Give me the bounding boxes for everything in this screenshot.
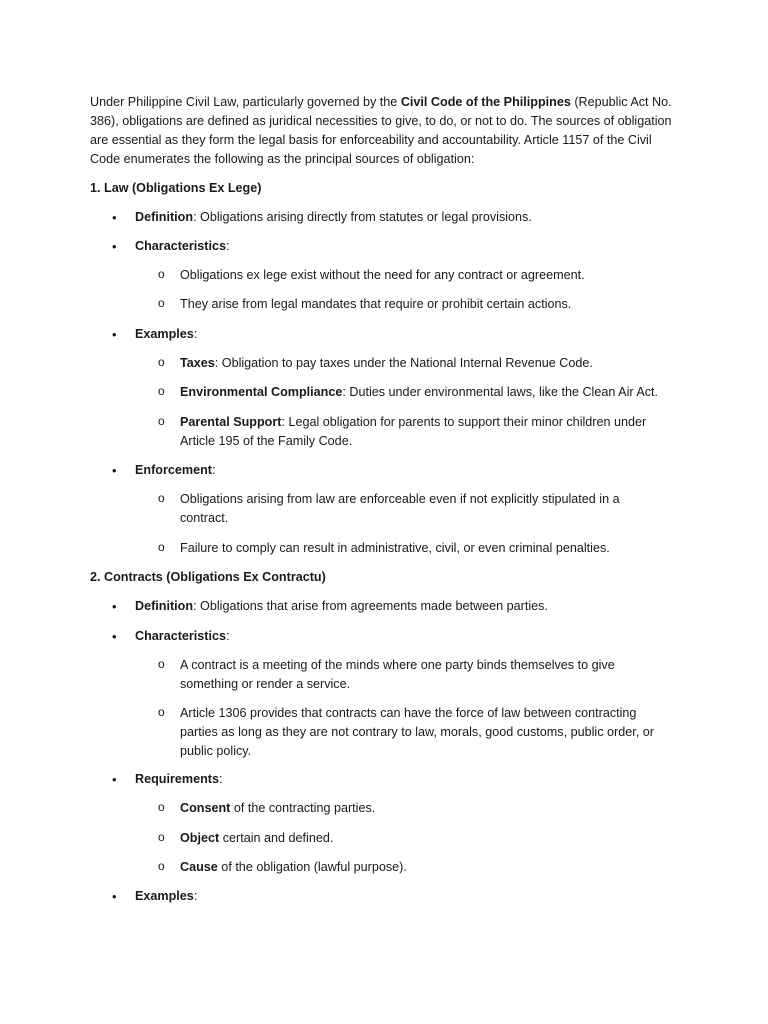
sub-bullet-text bbox=[180, 829, 660, 848]
bullet-body: : Obligations that arise from agreements made between parties. bbox=[193, 599, 548, 613]
sub-bullet-body: : Duties under environmental laws, like the Clean Air Act. bbox=[342, 385, 659, 399]
bullet-colon: : bbox=[211, 463, 216, 477]
bullet-colon: : bbox=[226, 629, 230, 643]
sub-bullet-body-cont: contract. bbox=[180, 511, 229, 525]
sub-bullet-glyph: o bbox=[158, 267, 165, 281]
sub-bullet-body: of the contracting parties. bbox=[230, 801, 376, 815]
bullet-label: Definition bbox=[135, 210, 194, 224]
bullet-glyph: • bbox=[112, 629, 117, 644]
sub-bullet-text bbox=[180, 413, 660, 451]
sub-bullet-label: Object bbox=[180, 831, 220, 845]
bullet-label: Enforcement bbox=[135, 463, 212, 477]
bullet-glyph: • bbox=[112, 239, 117, 254]
sub-bullet-body: : Legal obligation for parents to support their minor children under bbox=[281, 415, 647, 429]
sub-bullet-body: Article 1306 provides that contracts can have the force of law between contracting bbox=[180, 706, 637, 720]
sub-bullet-glyph: o bbox=[158, 540, 165, 554]
sub-bullet-text bbox=[180, 490, 660, 528]
sub-bullet-body-cont: something or render a service. bbox=[180, 677, 351, 691]
sub-bullet-text bbox=[180, 656, 660, 694]
sub-bullet-glyph: o bbox=[158, 491, 165, 505]
intro-text: (Republic Act No. bbox=[570, 95, 672, 109]
sub-bullet-body-cont: Article 195 of the Family Code. bbox=[180, 434, 353, 448]
sub-bullet-body-cont: public policy. bbox=[180, 744, 252, 758]
bullet-text bbox=[135, 461, 215, 480]
bullet-glyph: • bbox=[112, 327, 117, 342]
sub-bullet-body: Obligations arising from law are enforceable even if not explicitly stipulated in a bbox=[180, 492, 620, 506]
section-heading: 1. Law (Obligations Ex Lege) bbox=[90, 181, 262, 195]
sub-bullet-glyph: o bbox=[158, 296, 165, 310]
sub-bullet-text: Failure to comply can result in administrative, civil, or even criminal penalties. bbox=[180, 541, 610, 555]
bullet-text bbox=[135, 597, 548, 616]
sub-bullet-body: of the obligation (lawful purpose). bbox=[217, 860, 407, 874]
sub-bullet-label: Taxes bbox=[180, 356, 215, 370]
bullet-glyph: • bbox=[112, 772, 117, 787]
sub-bullet-glyph: o bbox=[158, 384, 165, 398]
intro-text: Under Philippine Civil Law, particularly governed by the bbox=[90, 95, 401, 109]
sub-bullet-glyph: o bbox=[158, 859, 165, 873]
sub-bullet-glyph: o bbox=[158, 800, 165, 814]
bullet-label: Characteristics bbox=[135, 239, 227, 253]
bullet-text bbox=[135, 208, 532, 227]
sub-bullet-glyph: o bbox=[158, 830, 165, 844]
bullet-colon: : bbox=[226, 239, 230, 253]
bullet-label: Examples bbox=[135, 327, 194, 341]
intro-line-3: are essential as they form the legal basis for enforceability and accountability. Article 1157 of the Civil bbox=[90, 133, 652, 147]
bullet-glyph: • bbox=[112, 599, 117, 614]
sub-bullet-glyph: o bbox=[158, 705, 165, 719]
sub-bullet-glyph: o bbox=[158, 414, 165, 428]
sub-bullet-glyph: o bbox=[158, 657, 165, 671]
bullet-text bbox=[135, 627, 230, 646]
bullet-label: Requirements bbox=[135, 772, 219, 786]
sub-bullet-body: A contract is a meeting of the minds where one party binds themselves to give bbox=[180, 658, 615, 672]
bullet-text bbox=[135, 325, 197, 344]
sub-bullet-text bbox=[180, 704, 660, 761]
sub-bullet-label: Environmental Compliance bbox=[180, 385, 343, 399]
sub-bullet-body: certain and defined. bbox=[219, 831, 334, 845]
sub-bullet-text bbox=[180, 383, 660, 402]
intro-line-4: Code enumerates the following as the principal sources of obligation: bbox=[90, 152, 475, 166]
sub-bullet-text bbox=[180, 799, 660, 818]
bullet-glyph: • bbox=[112, 210, 117, 225]
bullet-body: : Obligations arising directly from statutes or legal provisions. bbox=[193, 210, 532, 224]
bullet-text bbox=[135, 887, 197, 906]
bullet-colon: : bbox=[218, 772, 223, 786]
sub-bullet-label: Parental Support bbox=[180, 415, 282, 429]
sub-bullet-text bbox=[180, 858, 660, 877]
sub-bullet-body-cont: parties as long as they are not contrary to law, morals, good customs, public order, or bbox=[180, 725, 654, 739]
bullet-label: Definition bbox=[135, 599, 194, 613]
sub-bullet-text: Obligations ex lege exist without the need for any contract or agreement. bbox=[180, 268, 585, 282]
intro-line-2: 386), obligations are defined as juridical necessities to give, to do, or not to do. The sources of obligation bbox=[90, 114, 672, 128]
bullet-label: Characteristics bbox=[135, 629, 227, 643]
bullet-colon: : bbox=[193, 327, 198, 341]
bullet-colon: : bbox=[193, 889, 198, 903]
sub-bullet-label: Cause bbox=[180, 860, 218, 874]
sub-bullet-text: They arise from legal mandates that require or prohibit certain actions. bbox=[180, 297, 572, 311]
bullet-text bbox=[135, 770, 222, 789]
bullet-glyph: • bbox=[112, 889, 117, 904]
sub-bullet-body: : Obligation to pay taxes under the National Internal Revenue Code. bbox=[214, 356, 593, 370]
section-heading: 2. Contracts (Obligations Ex Contractu) bbox=[90, 570, 326, 584]
bullet-text bbox=[135, 237, 230, 256]
sub-bullet-text bbox=[180, 354, 660, 373]
sub-bullet-label: Consent bbox=[180, 801, 231, 815]
sub-bullet-glyph: o bbox=[158, 355, 165, 369]
bullet-glyph: • bbox=[112, 463, 117, 478]
intro-bold-title: Civil Code of the Philippines bbox=[400, 95, 571, 109]
bullet-label: Examples bbox=[135, 889, 194, 903]
intro-line-1 bbox=[90, 93, 672, 112]
